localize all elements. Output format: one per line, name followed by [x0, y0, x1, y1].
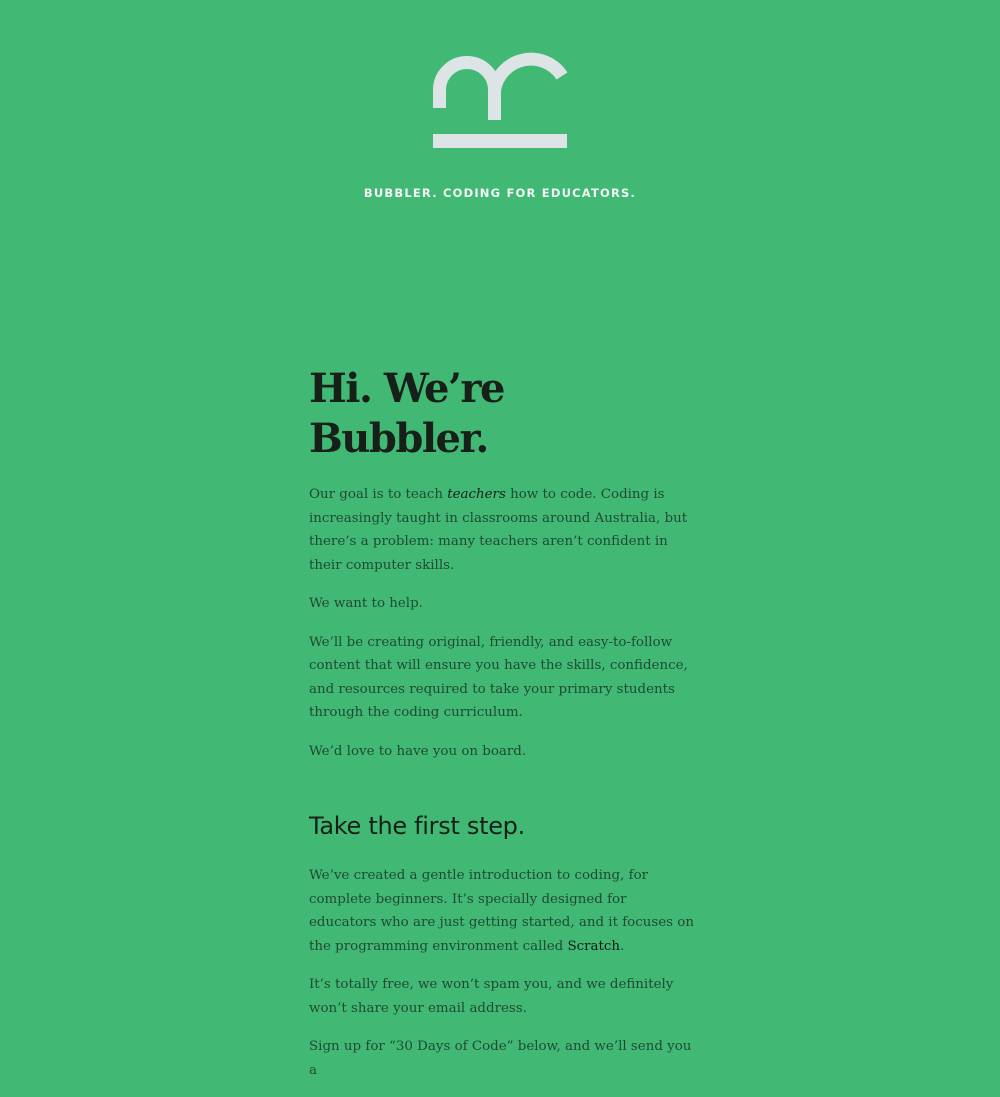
intro-text-after: how to code. Coding is increasingly taught in classrooms around Australia, but there’s a problem: many teachers aren’t confident in their computer skills.	[309, 487, 688, 573]
scratch-link[interactable]: Scratch	[567, 938, 621, 954]
onboard-paragraph: We’d love to have you on board.	[309, 743, 527, 759]
main-content	[309, 364, 694, 1097]
bubbler-b-logo-icon[interactable]	[432, 54, 568, 150]
help-paragraph: We want to help.	[309, 596, 423, 611]
intro-text-before: Our goal is to teach	[309, 487, 448, 502]
intro-heading: Hi. We’re Bubbler.	[309, 365, 504, 462]
intro-emphasis: teachers	[447, 487, 506, 502]
first-step-heading: Take the first step.	[309, 812, 525, 840]
content-paragraph: We’ll be creating original, friendly, and easy-to-follow content that will ensure you have the skills, confidence, and resources required to take your primary students through the coding curriculum.	[309, 634, 688, 720]
site-tagline: BUBBLER. CODING FOR EDUCATORS.	[363, 186, 637, 200]
first-step-paragraph	[309, 864, 694, 958]
first-step-text-after: .	[620, 938, 625, 954]
signup-paragraph: Sign up for “30 Days of Code” below, and we’ll send you a	[309, 1039, 692, 1078]
free-paragraph: It’s totally free, we won’t spam you, and we definitely won’t share your email address.	[309, 977, 674, 1016]
first-step-text-before: We’ve created a gentle introduction to coding, for complete beginners. It’s specially designed for educators who are just getting started, and it focuses on the programming environment called	[309, 868, 694, 954]
intro-paragraph	[309, 483, 694, 577]
